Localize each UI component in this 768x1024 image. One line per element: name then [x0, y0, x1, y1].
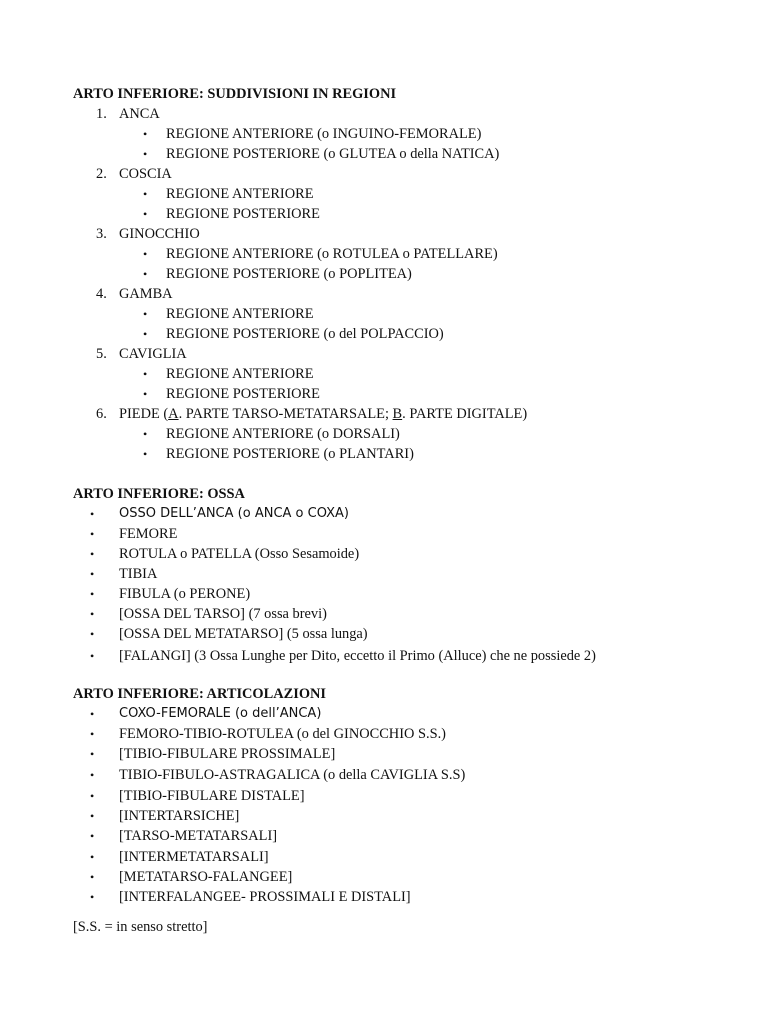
bullet-icon: •	[90, 707, 95, 721]
list-item-label: [TIBIO-FIBULARE DISTALE]	[119, 788, 305, 804]
bullet-icon: •	[143, 247, 148, 261]
bullet-icon: •	[90, 607, 95, 621]
bullet-icon: •	[90, 727, 95, 741]
bullet-icon: •	[90, 507, 95, 521]
bullet-icon: •	[90, 587, 95, 601]
list-item-label: [METATARSO-FALANGEE]	[119, 869, 293, 885]
list-item-label: FEMORE	[119, 526, 178, 542]
bullet-icon: •	[143, 127, 148, 141]
list-item-label: [FALANGI] (3 Ossa Lunghe per Dito, eccetto il Primo (Alluce) che ne possiede 2)	[119, 648, 596, 664]
bullet-icon: •	[90, 829, 95, 843]
list-item-label: [TARSO-METATARSALI]	[119, 828, 278, 844]
item-label-part: . PARTE DIGITALE)	[402, 406, 528, 422]
item-label-part: PIEDE (	[119, 406, 169, 422]
item-number: 6.	[96, 406, 107, 422]
bullet-icon: •	[143, 327, 148, 341]
item-label: GAMBA	[119, 286, 173, 302]
item-label-underlined: A	[168, 406, 179, 422]
sub-item-label: REGIONE POSTERIORE (o GLUTEA o della NATICA)	[166, 146, 500, 162]
bullet-icon: •	[143, 147, 148, 161]
item-number: 4.	[96, 286, 107, 302]
bullet-icon: •	[90, 649, 95, 663]
sub-item-label: REGIONE ANTERIORE	[166, 186, 314, 202]
bullet-icon: •	[143, 447, 148, 461]
list-item-label: [INTERTARSICHE]	[119, 808, 240, 824]
bullet-icon: •	[143, 427, 148, 441]
footnote: [S.S. = in senso stretto]	[73, 919, 208, 935]
bullet-icon: •	[143, 187, 148, 201]
list-item-label: OSSO DELL’ANCA (o ANCA o COXA)	[119, 506, 349, 521]
bullet-icon: •	[90, 567, 95, 581]
section-title-ossa: ARTO INFERIORE: OSSA	[73, 486, 245, 502]
item-number: 5.	[96, 346, 107, 362]
item-number: 3.	[96, 226, 107, 242]
list-item-label: [INTERFALANGEE- PROSSIMALI E DISTALI]	[119, 889, 411, 905]
list-item-label: COXO-FEMORALE (o dell’ANCA)	[119, 706, 322, 721]
sub-item-label: REGIONE POSTERIORE (o POPLITEA)	[166, 266, 412, 282]
bullet-icon: •	[143, 207, 148, 221]
item-label: ANCA	[119, 106, 160, 122]
item-label: COSCIA	[119, 166, 172, 182]
sub-item-label: REGIONE POSTERIORE	[166, 386, 320, 402]
list-item-label: TIBIO-FIBULO-ASTRAGALICA (o della CAVIGLIA S.S)	[119, 767, 466, 783]
bullet-icon: •	[90, 870, 95, 884]
sub-item-label: REGIONE ANTERIORE	[166, 306, 314, 322]
bullet-icon: •	[90, 789, 95, 803]
item-label-underlined: B	[392, 406, 403, 422]
list-item-label: [INTERMETATARSALI]	[119, 849, 269, 865]
item-number: 1.	[96, 106, 107, 122]
list-item-label: ROTULA o PATELLA (Osso Sesamoide)	[119, 546, 360, 562]
list-item-label: FIBULA (o PERONE)	[119, 586, 251, 602]
section-title-articolazioni: ARTO INFERIORE: ARTICOLAZIONI	[73, 686, 327, 702]
list-item-label: TIBIA	[119, 566, 158, 582]
bullet-icon: •	[90, 627, 95, 641]
item-label: CAVIGLIA	[119, 346, 187, 362]
bullet-icon: •	[143, 307, 148, 321]
bullet-icon: •	[90, 547, 95, 561]
sub-item-label: REGIONE POSTERIORE (o del POLPACCIO)	[166, 326, 444, 342]
section-title-regioni: ARTO INFERIORE: SUDDIVISIONI IN REGIONI	[73, 86, 397, 102]
sub-item-label: REGIONE ANTERIORE (o DORSALI)	[166, 426, 400, 442]
item-label-part: . PARTE TARSO-METATARSALE;	[178, 406, 393, 422]
sub-item-label: REGIONE ANTERIORE	[166, 366, 314, 382]
sub-item-label: REGIONE POSTERIORE	[166, 206, 320, 222]
item-label	[119, 404, 527, 424]
bullet-icon: •	[90, 850, 95, 864]
list-item-label: FEMORO-TIBIO-ROTULEA (o del GINOCCHIO S.S.)	[119, 726, 446, 742]
bullet-icon: •	[90, 890, 95, 904]
sub-item-label: REGIONE ANTERIORE (o ROTULEA o PATELLARE)	[166, 246, 498, 262]
bullet-icon: •	[143, 387, 148, 401]
bullet-icon: •	[143, 267, 148, 281]
item-number: 2.	[96, 166, 107, 182]
sub-item-label: REGIONE POSTERIORE (o PLANTARI)	[166, 446, 414, 462]
bullet-icon: •	[143, 367, 148, 381]
list-item-label: [OSSA DEL TARSO] (7 ossa brevi)	[119, 606, 327, 622]
item-label: GINOCCHIO	[119, 226, 200, 242]
bullet-icon: •	[90, 809, 95, 823]
sub-item-label: REGIONE ANTERIORE (o INGUINO-FEMORALE)	[166, 126, 482, 142]
list-item-label: [TIBIO-FIBULARE PROSSIMALE]	[119, 746, 336, 762]
bullet-icon: •	[90, 747, 95, 761]
bullet-icon: •	[90, 527, 95, 541]
list-item-label: [OSSA DEL METATARSO] (5 ossa lunga)	[119, 626, 368, 642]
bullet-icon: •	[90, 768, 95, 782]
